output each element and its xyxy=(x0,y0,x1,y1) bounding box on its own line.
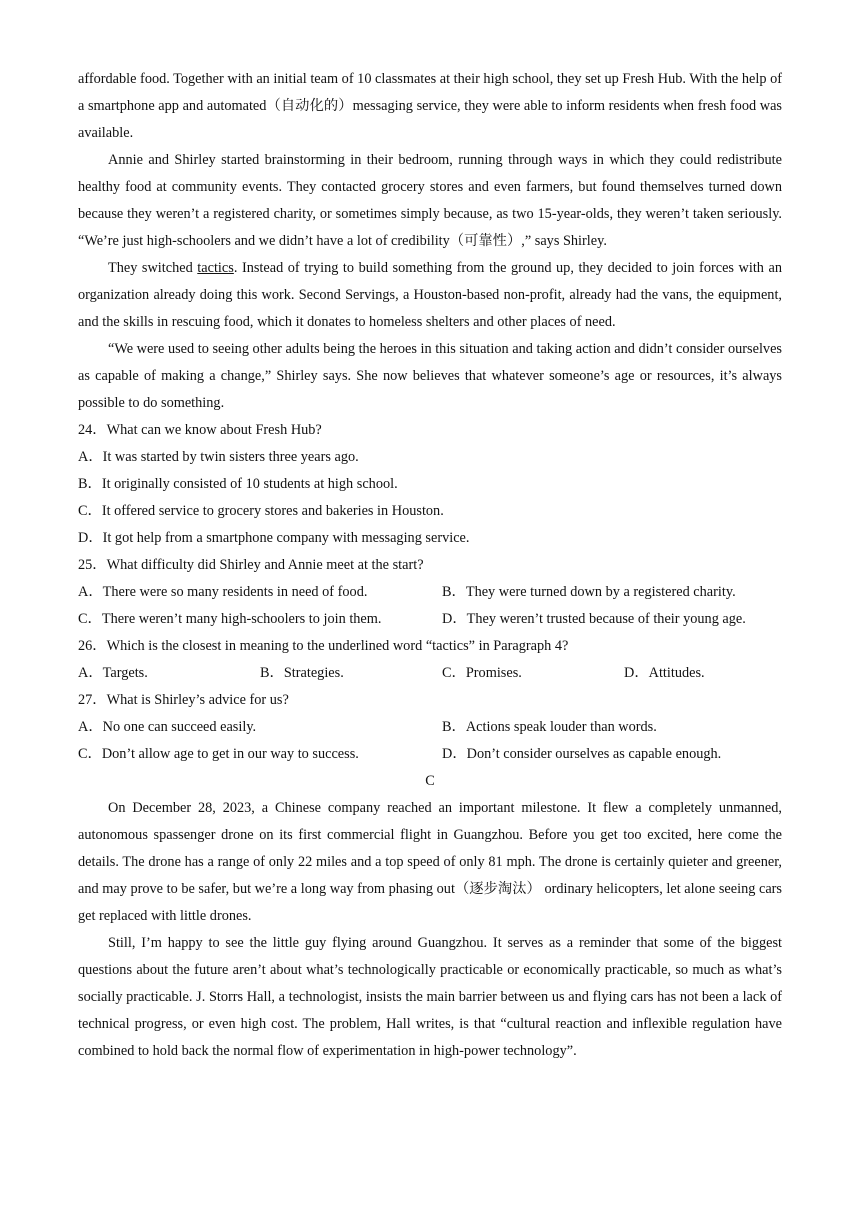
paragraph-tactics-start: They switched xyxy=(108,260,198,276)
question-27-stem: 27．What is Shirley’s advice for us? xyxy=(78,692,289,708)
question-25-option-c: C．There weren’t many high-schoolers to join them. xyxy=(78,611,382,627)
question-25-option-d: D．They weren’t trusted because of their young age. xyxy=(442,611,746,627)
question-25-option-b: B．They were turned down by a registered charity. xyxy=(442,584,736,600)
paragraph-tactics xyxy=(78,255,782,336)
question-24-option-a: A．It was started by twin sisters three years ago. xyxy=(78,449,359,465)
document-page xyxy=(78,66,782,1065)
question-26-stem: 26．Which is the closest in meaning to the underlined word “tactics” in Paragraph 4? xyxy=(78,638,569,654)
question-24-option-c: C．It offered service to grocery stores and bakeries in Houston. xyxy=(78,503,444,519)
question-25-row-1 xyxy=(78,579,782,606)
question-27-row-1 xyxy=(78,714,782,741)
question-24-stem: 24．What can we know about Fresh Hub? xyxy=(78,422,322,438)
question-26-option-d: D．Attitudes. xyxy=(624,665,705,681)
question-26-option-c: C．Promises. xyxy=(442,665,522,681)
section-heading-c: C xyxy=(425,773,435,789)
paragraph-heroes: “We were used to seeing other adults being the heroes in this situation and taking action and didn’t consider ourselves as capable of making a change,” Shirley says. She now believes that whatever someone’s age or resources, it’s always possible to do something. xyxy=(78,341,782,411)
question-27-option-c: C．Don’t allow age to get in our way to success. xyxy=(78,746,359,762)
underlined-word-tactics: tactics xyxy=(197,260,234,276)
question-25-option-a: A．There were so many residents in need of food. xyxy=(78,584,368,600)
paragraph-brainstorming: Annie and Shirley started brainstorming in their bedroom, running through ways in which they could redistribute healthy food at community events. They contacted grocery stores and even farmers, but found themselves turned down because they weren’t a registered charity, or sometimes simply because, as two 15-year-olds, they weren’t taken seriously. “We’re just high-schoolers and we didn’t have a lot of credibility（可靠性）,” says Shirley. xyxy=(78,152,782,249)
question-25-row-2 xyxy=(78,606,782,633)
question-27-option-d: D．Don’t consider ourselves as capable enough. xyxy=(442,746,722,762)
question-25-stem: 25．What difficulty did Shirley and Annie meet at the start? xyxy=(78,557,424,573)
question-27-option-b: B．Actions speak louder than words. xyxy=(442,719,657,735)
question-26-row xyxy=(78,660,782,687)
paragraph-tactics-rest: . Instead of trying to build something from the ground up, they decided to join forces with an organization already doing this work. Second Servings, a Houston-based non-profit, already had the vans, the equipment, and the skills in rescuing food, which it donates to homeless shelters and other places of need. xyxy=(78,260,782,330)
paragraph-continued: affordable food. Together with an initial team of 10 classmates at their high school, they set up Fresh Hub. With the help of a smartphone app and automated（自动化的）messaging service, they were able to inform residents when fresh food was available. xyxy=(78,71,782,141)
paragraph-socially-practicable: Still, I’m happy to see the little guy flying around Guangzhou. It serves as a reminder that some of the biggest questions about the future aren’t about what’s technologically practicable or economically practicable, so much as what’s socially practicable. J. Storrs Hall, a technologist, insists the main barrier between us and flying cars has not been a lack of technical progress, or even high cost. The problem, Hall writes, is that “cultural reaction and inflexible regulation have combined to hold back the normal flow of experimentation in high-power technology”. xyxy=(78,935,782,1059)
question-26-option-b: B．Strategies. xyxy=(260,665,344,681)
question-27-option-a: A．No one can succeed easily. xyxy=(78,719,257,735)
question-24-option-d: D．It got help from a smartphone company with messaging service. xyxy=(78,530,470,546)
question-26-option-a: A．Targets. xyxy=(78,665,148,681)
paragraph-drone-milestone: On December 28, 2023, a Chinese company reached an important milestone. It flew a completely unmanned, autonomous spassenger drone on its first commercial flight in Guangzhou. Before you get too excited, here come the details. The drone has a range of only 22 miles and a top speed of only 81 mph. The drone is certainly quieter and greener, and may prove to be safer, but we’re a long way from phasing out（逐步淘汰） ordinary helicopters, let alone seeing cars get replaced with little drones. xyxy=(78,800,782,924)
question-24-option-b: B．It originally consisted of 10 students at high school. xyxy=(78,476,398,492)
question-27-row-2 xyxy=(78,741,782,768)
